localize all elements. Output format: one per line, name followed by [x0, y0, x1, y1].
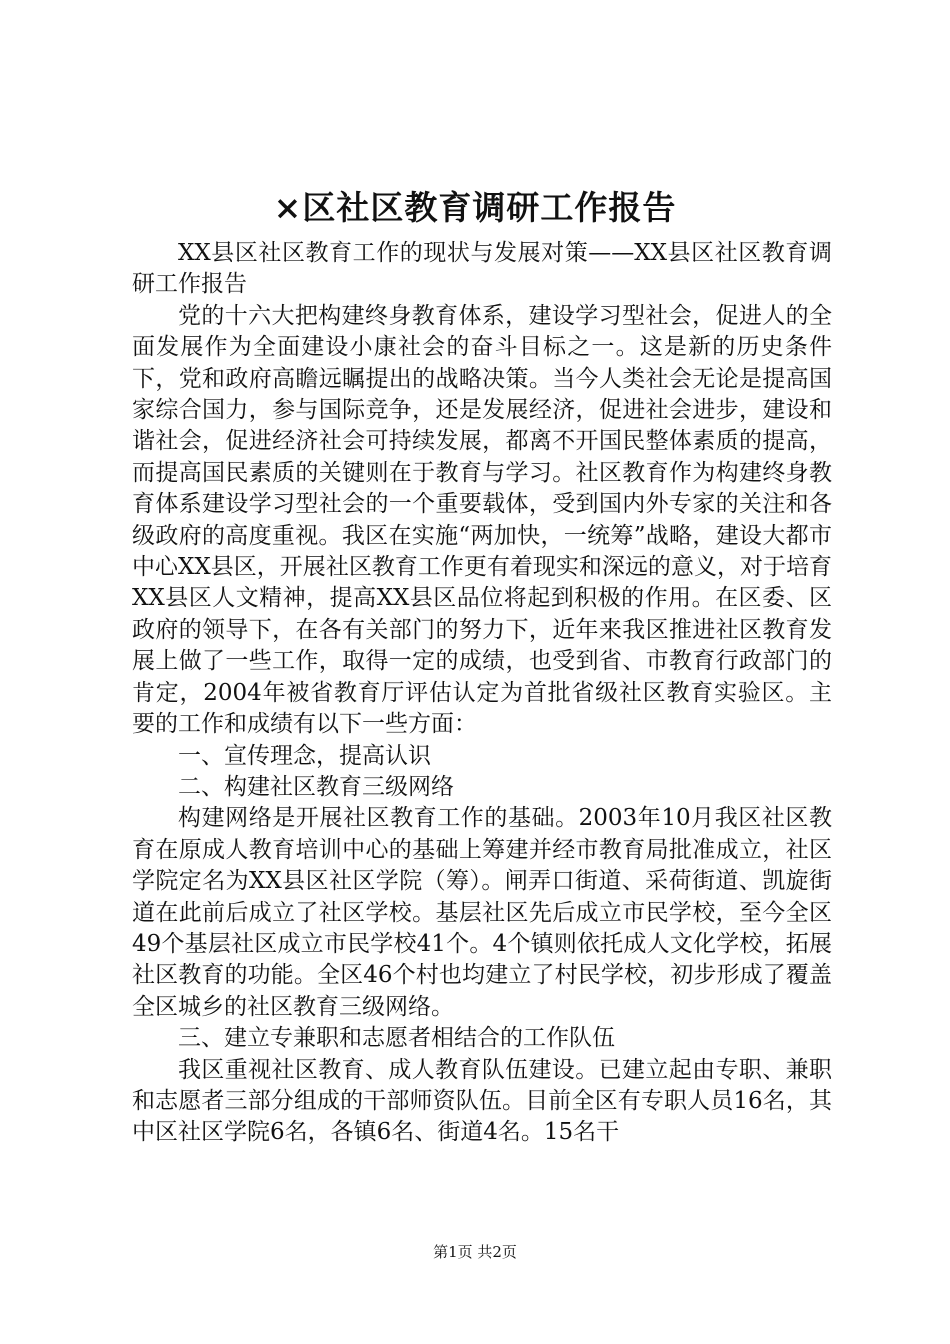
paragraph-intro: 党的十六大把构建终身教育体系，建设学习型社会，促进人的全面发展作为全面建设小康社会的奋斗目标之一。这是新的历史条件下，党和政府高瞻远瞩提出的战略决策。当今人类社会无论是提高国家综合国力，参与国际竞争，还是发展经济，促进社会进步，建设和谐社会，促进经济社会可持续发展，都离不开国民整体素质的提高，而提高国民素质的关键则在于教育与学习。社区教育作为构建终身教育体系建设学习型社会的一个重要载体，受到国内外专家的关注和各级政府的高度重视。我区在实施“两加快，一统筹”战略，建设大都市中心XX县区，开展社区教育工作更有着现实和深远的意义，对于培育XX县区人文精神，提高XX县区品位将起到积极的作用。在区委、区政府的领导下，在各有关部门的努力下，近年来我区推进社区教育发展上做了一些工作，取得一定的成绩，也受到省、市教育行政部门的肯定，2004年被省教育厅评估认定为首批省级社区教育实验区。主要的工作和成绩有以下一些方面：	[132, 302, 832, 738]
section-heading-2: 二、构建社区教育三级网络	[178, 773, 454, 800]
document-body	[132, 238, 832, 1149]
page-footer: 第1页 共2页	[433, 1243, 517, 1261]
document-title: ×区社区教育调研工作报告	[273, 188, 677, 227]
paragraph-team: 我区重视社区教育、成人教育队伍建设。已建立起由专职、兼职和志愿者三部分组成的干部师资队伍。目前全区有专职人员16名，其中区社区学院6名，各镇6名、街道4名。15名干	[132, 1056, 832, 1146]
section-heading-1: 一、宣传理念，提高认识	[178, 742, 431, 769]
section-heading-3: 三、建立专兼职和志愿者相结合的工作队伍	[178, 1025, 615, 1052]
paragraph-network: 构建网络是开展社区教育工作的基础。2003年10月我区社区教育在原成人教育培训中心的基础上筹建并经市教育局批准成立，社区学院定名为XX县区社区学院（筹）。闸弄口街道、采荷街道、凯旋街道在此前后成立了社区学校。基层社区先后成立市民学校，至今全区49个基层社区成立市民学校41个。4个镇则依托成人文化学校，拓展社区教育的功能。全区46个村也均建立了村民学校，初步形成了覆盖全区城乡的社区教育三级网络。	[132, 805, 832, 1020]
paragraph-subtitle: XX县区社区教育工作的现状与发展对策——XX县区社区教育调研工作报告	[132, 240, 832, 298]
